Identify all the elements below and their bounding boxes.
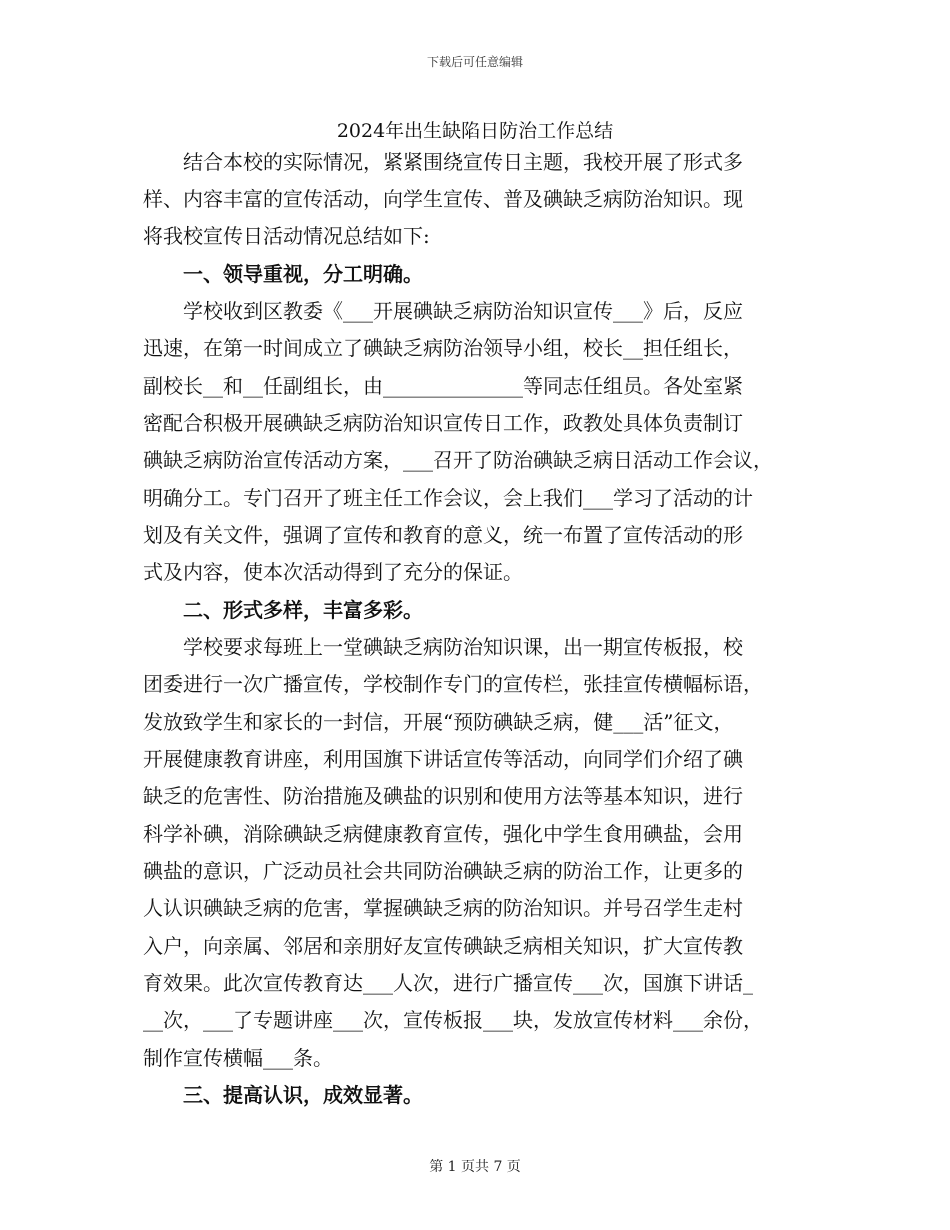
paragraph-line: 发放致学生和家长的一封信，开展“预防碘缺乏病，健___活”征文， (143, 710, 734, 734)
paragraph-line: 碘盐的意识，广泛动员社会共同防治碘缺乏病的防治工作，让更多的 (143, 859, 743, 883)
paragraph-line: 开展健康教育讲座，利用国旗下讲话宣传等活动，向同学们介绍了碘 (143, 747, 743, 771)
paragraph-line: 制作宣传横幅___条。 (143, 1046, 333, 1070)
section-heading: 三、提高认识，成效显著。 (183, 1083, 423, 1107)
page-footer: 第 1 页共 7 页 (429, 1159, 521, 1175)
page-header: 下载后可任意编辑 (426, 55, 523, 69)
paragraph-line: 缺乏的危害性、防治措施及碘盐的识别和使用方法等基本知识，进行 (143, 784, 743, 808)
paragraph-line: 式及内容，使本次活动得到了充分的保证。 (143, 560, 523, 584)
paragraph-line: 结合本校的实际情况，紧紧围绕宣传日主题，我校开展了形式多 (183, 150, 743, 174)
paragraph-line: __次，___了专题讲座___次，宣传板报___块，发放宣传材料___余份， (143, 1008, 763, 1032)
paragraph-line: 入户，向亲属、邻居和亲朋好友宣传碘缺乏病相关知识，扩大宣传教 (143, 934, 743, 958)
section-heading: 一、领导重视，分工明确。 (183, 262, 423, 286)
document-title: 2024年出生缺陷日防治工作总结 (336, 120, 614, 142)
paragraph-line: 将我校宣传日活动情况总结如下: (143, 224, 430, 248)
section-heading: 二、形式多样，丰富多彩。 (183, 598, 423, 622)
paragraph-line: 密配合积极开展碘缺乏病防治知识宣传日工作，政教处具体负责制订 (143, 411, 743, 435)
paragraph-line: 育效果。此次宣传教育达___人次，进行广播宣传___次，国旗下讲话_ (143, 971, 753, 995)
paragraph-line: 迅速，在第一时间成立了碘缺乏病防治领导小组，校长__担任组长， (143, 336, 743, 360)
paragraph-line: 明确分工。专门召开了班主任工作会议，会上我们___学习了活动的计 (143, 486, 753, 510)
paragraph-line: 样、内容丰富的宣传活动，向学生宣传、普及碘缺乏病防治知识。现 (143, 187, 743, 211)
paragraph-line: 碘缺乏病防治宣传活动方案，___召开了防治碘缺乏病日活动工作会议， (143, 448, 773, 472)
paragraph-line: 科学补碘，消除碘缺乏病健康教育宣传，强化中学生食用碘盐，会用 (143, 822, 743, 846)
paragraph-line: 人认识碘缺乏病的危害，掌握碘缺乏病的防治知识。并号召学生走村 (143, 896, 743, 920)
paragraph-line: 学校要求每班上一堂碘缺乏病防治知识课，出一期宣传板报，校 (183, 635, 743, 659)
paragraph-line: 划及有关文件，强调了宣传和教育的意义，统一布置了宣传活动的形 (143, 523, 743, 547)
paragraph-line: 学校收到区教委《___开展碘缺乏病防治知识宣传___》后，反应 (183, 299, 743, 323)
paragraph-line: 副校长__和__任副组长，由______________等同志任组员。各处室紧 (143, 374, 743, 398)
paragraph-line: 团委进行一次广播宣传，学校制作专门的宣传栏，张挂宣传横幅标语， (143, 672, 763, 696)
